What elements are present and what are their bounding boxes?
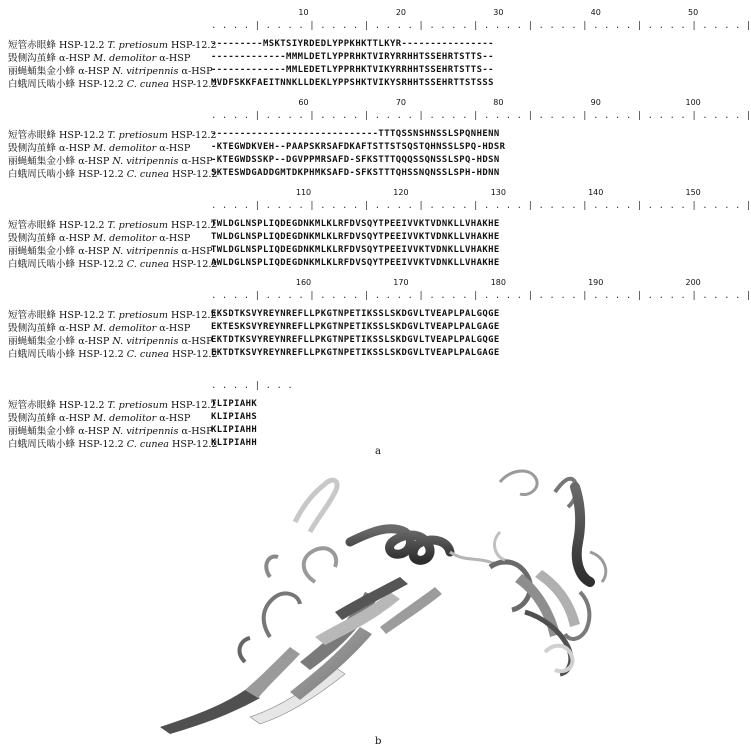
sequence-string: EKTESKSVYREYNREFLLPKGTNPETIKSSLSKDGVLTVEAPLPALGAGE — [211, 322, 500, 332]
position-ruler — [211, 368, 698, 396]
species-label-post: HSP-12.2 — [167, 310, 217, 321]
ruler-number: 120 — [393, 188, 409, 197]
position-ruler — [211, 98, 751, 126]
sequence-string: KLIPIAHH — [211, 425, 258, 435]
species-label-pre: HSP-12.2 — [55, 220, 108, 231]
species-label-post: α-HSP — [156, 323, 191, 334]
species-label-it: C. cunea — [126, 439, 169, 450]
sequence-string: ---------MSKTSIYRDEDLYPPKHKTTLKYR---------------- — [211, 39, 494, 49]
ruler-number: 140 — [588, 188, 604, 197]
ruler-number: 50 — [688, 8, 699, 17]
right-domain — [490, 471, 606, 674]
species-label-post: α-HSP — [178, 246, 213, 257]
species-label — [8, 320, 203, 334]
species-label-it: C. cunea — [126, 349, 169, 360]
sequence-string: -------------MMLEDETLYPPRHKTVIKYRRHHTSSEHRTSTTS-- — [211, 65, 494, 75]
species-label — [8, 256, 218, 270]
ruler-ticks: . . . . | . . . . | . . . . | . . . . | . . . . | . . . . | . . . . | . . . . | . . . . | . . . . | — [211, 201, 751, 211]
species-label-post: HSP-12.2 — [167, 130, 217, 141]
alignment-row — [8, 218, 698, 230]
species-label-post: α-HSP — [156, 53, 191, 64]
species-label-pre: HSP-12.2 — [75, 259, 127, 270]
species-label-post: α-HSP — [156, 143, 191, 154]
species-label — [8, 63, 213, 77]
species-label-post: HSP-12.2 — [168, 259, 218, 270]
species-label-pre: α-HSP — [55, 53, 94, 64]
loop-11 — [495, 532, 505, 560]
species-label-post: α-HSP — [156, 413, 191, 424]
species-label-pre: α-HSP — [75, 336, 113, 347]
alignment-row — [8, 244, 698, 256]
species-label-it: M. demolitor — [93, 53, 157, 64]
species-label-it: C. cunea — [126, 259, 169, 270]
sequence-string: EKTDTKSVYREYNREFLLPKGTNPETIKSSLSKDGVLTVEAPLPALGQGE — [211, 335, 500, 345]
ruler-number: 20 — [395, 8, 407, 17]
species-label-post: HSP-12.2 — [168, 169, 218, 180]
species-label-it: N. vitripennis — [112, 156, 179, 167]
species-label-pre: HSP-12.2 — [75, 169, 127, 180]
species-label-it: M. demolitor — [93, 413, 157, 424]
species-label-cn: 短管赤眼蜂 — [8, 400, 56, 411]
species-label-pre: α-HSP — [55, 323, 94, 334]
species-label-cn: 丽蝇蛹集金小蜂 — [8, 426, 76, 437]
species-label-cn: 毁侧沟茧蜂 — [8, 233, 56, 244]
alignment-row — [8, 38, 698, 50]
species-label-post: HSP-12.2 — [168, 349, 218, 360]
species-label-pre: α-HSP — [55, 233, 94, 244]
species-label-cn: 毁侧沟茧蜂 — [8, 413, 56, 424]
ruler-number: 100 — [685, 98, 701, 107]
species-label-it: N. vitripennis — [112, 246, 179, 257]
alignment-row — [8, 398, 698, 410]
species-label-post: α-HSP — [156, 233, 191, 244]
species-label-pre: α-HSP — [75, 156, 113, 167]
sequence-string: EKTDTKSVYREYNREFLLPKGTNPETIKSSLSKDGVLTVEAPLPALGAGE — [211, 348, 500, 358]
species-label — [8, 37, 217, 51]
ruler-number: 180 — [490, 278, 506, 287]
species-label-pre: α-HSP — [75, 66, 113, 77]
species-label-cn: 毁侧沟茧蜂 — [8, 143, 56, 154]
alignment-row — [8, 128, 698, 140]
sequence-string: TWLDGLNSPLIQDEGDNKMLKLRFDVSQYTPEEIVVKTVDNKLLVHAKHE — [211, 232, 500, 242]
beta-strand-1 — [245, 647, 300, 698]
sequence-string: KLIPIAHH — [211, 438, 258, 448]
loop-4 — [240, 638, 250, 662]
species-label-it: C. cunea — [126, 79, 169, 90]
alignment-row — [8, 411, 698, 423]
species-label-post: α-HSP — [178, 66, 213, 77]
species-label-post: α-HSP — [178, 156, 213, 167]
sequence-string: EKSDTKSVYREYNREFLLPKGTNPETIKSSLSKDGVLTVEAPLPALGQGE — [211, 309, 500, 319]
left-beta-domain — [160, 480, 442, 734]
alignment-row — [8, 308, 698, 320]
sequence-string: MVDFSKKFAEITNNKLLDEKLYPPSHKTVIKYSRHHTSSEHRTTSTSSS — [211, 78, 494, 88]
species-label-it: T. pretiosum — [107, 220, 168, 231]
alignment-row — [8, 64, 698, 76]
ruler-number: 190 — [588, 278, 604, 287]
sequence-string: -----------------------------TTTQSSNSHNSSLSPQNHENN — [211, 129, 500, 139]
species-label — [8, 76, 218, 90]
species-label — [8, 166, 218, 180]
ruler-number: 170 — [393, 278, 409, 287]
sequence-string: KLIPIAHS — [211, 412, 258, 422]
species-label-cn: 短管赤眼蜂 — [8, 220, 56, 231]
species-label — [8, 230, 203, 244]
alignment-row — [8, 347, 698, 359]
alignment-row — [8, 437, 698, 449]
species-label-cn: 白蛾周氏啮小蜂 — [8, 169, 76, 180]
ruler-number: 150 — [685, 188, 701, 197]
ruler-number: 80 — [493, 98, 504, 107]
sequence-string: SKTESWDGADDGMTDKPHMKSAFD-SFKSTTTQHSSNQNSSLSPH-HDNN — [211, 168, 500, 178]
ruler-number: 130 — [490, 188, 506, 197]
species-label-cn: 白蛾周氏啮小蜂 — [8, 439, 76, 450]
ruler-number: 10 — [298, 8, 309, 17]
species-label-post: HSP-12.2 — [167, 220, 217, 231]
species-label — [8, 346, 218, 360]
species-label-cn: 丽蝇蛹集金小蜂 — [8, 336, 76, 347]
position-ruler — [211, 278, 751, 306]
species-label-it: M. demolitor — [93, 233, 157, 244]
ruler-number: 30 — [493, 8, 504, 17]
species-label — [8, 243, 213, 257]
alignment-row — [8, 141, 698, 153]
species-label-post: HSP-12.2 — [167, 40, 217, 51]
species-label — [8, 307, 217, 321]
species-label-it: M. demolitor — [93, 143, 157, 154]
alignment-row — [8, 51, 698, 63]
sequence-string: TWLDGLNSPLIQDEGDNKMLKLRFDVSQYTPEEIVVKTVDNKLLVHAKHE — [211, 245, 500, 255]
species-label-pre: α-HSP — [75, 246, 113, 257]
loop-6 — [500, 471, 537, 495]
loop-9 — [525, 612, 571, 674]
sequence-string: -KTEGWDSSKP--DGVPPMRSAFD-SFKSTTTQQQSSQNSSLSPQ-HDSN — [211, 155, 500, 165]
species-label — [8, 423, 213, 437]
species-label-post: α-HSP — [178, 336, 213, 347]
ruler-number: 110 — [295, 188, 312, 197]
species-label-it: T. pretiosum — [107, 400, 168, 411]
species-label-pre: α-HSP — [75, 426, 113, 437]
protein-ribbon-structure — [150, 462, 690, 739]
species-label-pre: HSP-12.2 — [75, 349, 127, 360]
sequence-string: TWLDGLNSPLIQDEGDNKMLKLRFDVSQYTPEEIVVKTVDNKLLVHAKHE — [211, 219, 500, 229]
position-ruler — [211, 188, 751, 216]
species-label-pre: HSP-12.2 — [75, 79, 127, 90]
species-label-cn: 短管赤眼蜂 — [8, 40, 56, 51]
species-label-pre: α-HSP — [55, 413, 94, 424]
alignment-row — [8, 154, 698, 166]
alignment-row — [8, 257, 698, 269]
species-label-cn: 丽蝇蛹集金小蜂 — [8, 66, 76, 77]
species-label-cn: 短管赤眼蜂 — [8, 310, 56, 321]
species-label-it: N. vitripennis — [112, 336, 179, 347]
species-label-it: T. pretiosum — [107, 130, 168, 141]
species-label-pre: HSP-12.2 — [55, 400, 108, 411]
species-label-it: T. pretiosum — [107, 310, 168, 321]
species-label-pre: HSP-12.2 — [55, 40, 108, 51]
species-label-pre: α-HSP — [55, 143, 94, 154]
species-label-it: N. vitripennis — [112, 66, 179, 77]
position-ruler — [211, 8, 751, 36]
beta-arrow-1 — [160, 690, 260, 734]
species-label-cn: 毁侧沟茧蜂 — [8, 323, 56, 334]
helix-coil — [350, 529, 450, 561]
species-label-post: α-HSP — [178, 426, 213, 437]
species-label-cn: 白蛾周氏啮小蜂 — [8, 349, 76, 360]
species-label-cn: 白蛾周氏啮小蜂 — [8, 79, 76, 90]
sequence-string: -------------MMMLDETLYPPRHKTVIRYRRHHTSSEHRTSTTS-- — [211, 52, 494, 62]
ruler-number: 160 — [295, 278, 312, 287]
species-label-pre: HSP-12.2 — [55, 130, 108, 141]
ruler-ticks: . . . . | . . . . | . . . . | . . . . | . . . . | . . . . | . . . . | . . . . | . . . . | . . . . | — [211, 21, 751, 31]
alignment-row — [8, 334, 698, 346]
ruler-number: 40 — [590, 8, 601, 17]
species-label — [8, 217, 217, 231]
loop-5 — [266, 557, 278, 577]
species-label-cn: 丽蝇蛹集金小蜂 — [8, 246, 76, 257]
species-label-cn: 毁侧沟茧蜂 — [8, 53, 56, 64]
species-label-pre: HSP-12.2 — [75, 439, 127, 450]
species-label-it: T. pretiosum — [107, 40, 168, 51]
species-label-it: N. vitripennis — [112, 426, 179, 437]
species-label-post: HSP-12.2 — [167, 400, 217, 411]
species-label-cn: 白蛾周氏啮小蜂 — [8, 259, 76, 270]
ruler-ticks: . . . . | . . . — [211, 381, 293, 391]
sequence-string: AWLDGLNSPLIQDEGDNKMLKLRFDVSQYTPEEIVVKTVDNKLLVHAKHE — [211, 258, 500, 268]
alignment-row — [8, 231, 698, 243]
panel-a-label: a — [375, 446, 381, 457]
panel-b-label: b — [375, 736, 382, 747]
species-label-post: HSP-12.2 — [168, 79, 218, 90]
species-label-post: HSP-12.2 — [168, 439, 218, 450]
ruler-number: 70 — [395, 98, 407, 107]
species-label-pre: HSP-12.2 — [55, 310, 108, 321]
alignment-row — [8, 167, 698, 179]
sequence-string: -KTEGWDKVEH--PAAPSKRSAFDKAFTSTTSTSQSTQHNSSLSPQ-HDSR — [211, 142, 506, 152]
sequence-string: TLIPIAHK — [211, 399, 258, 409]
species-label-it: M. demolitor — [93, 323, 157, 334]
ruler-number: 90 — [590, 98, 601, 107]
species-label-it: C. cunea — [126, 169, 169, 180]
alignment-row — [8, 77, 698, 89]
alignment-row — [8, 321, 698, 333]
ruler-number: 60 — [298, 98, 309, 107]
ruler-ticks: . . . . | . . . . | . . . . | . . . . | . . . . | . . . . | . . . . | . . . . | . . . . | . . . . | — [211, 291, 751, 301]
right-helix — [575, 487, 590, 582]
ruler-ticks: . . . . | . . . . | . . . . | . . . . | . . . . | . . . . | . . . . | . . . . | . . . . | . . . . | — [211, 111, 751, 121]
loop-13 — [590, 552, 606, 582]
loop-1 — [264, 593, 300, 637]
species-label — [8, 153, 213, 167]
species-label — [8, 397, 217, 411]
species-label-cn: 短管赤眼蜂 — [8, 130, 56, 141]
species-label — [8, 50, 203, 64]
species-label — [8, 127, 217, 141]
species-label-cn: 丽蝇蛹集金小蜂 — [8, 156, 76, 167]
species-label — [8, 140, 203, 154]
species-label — [8, 410, 203, 424]
ruler-number: 200 — [685, 278, 701, 287]
species-label — [8, 333, 213, 347]
alignment-row — [8, 424, 698, 436]
species-label — [8, 436, 218, 450]
loop-2 — [304, 548, 336, 582]
loop-3 — [295, 480, 337, 532]
